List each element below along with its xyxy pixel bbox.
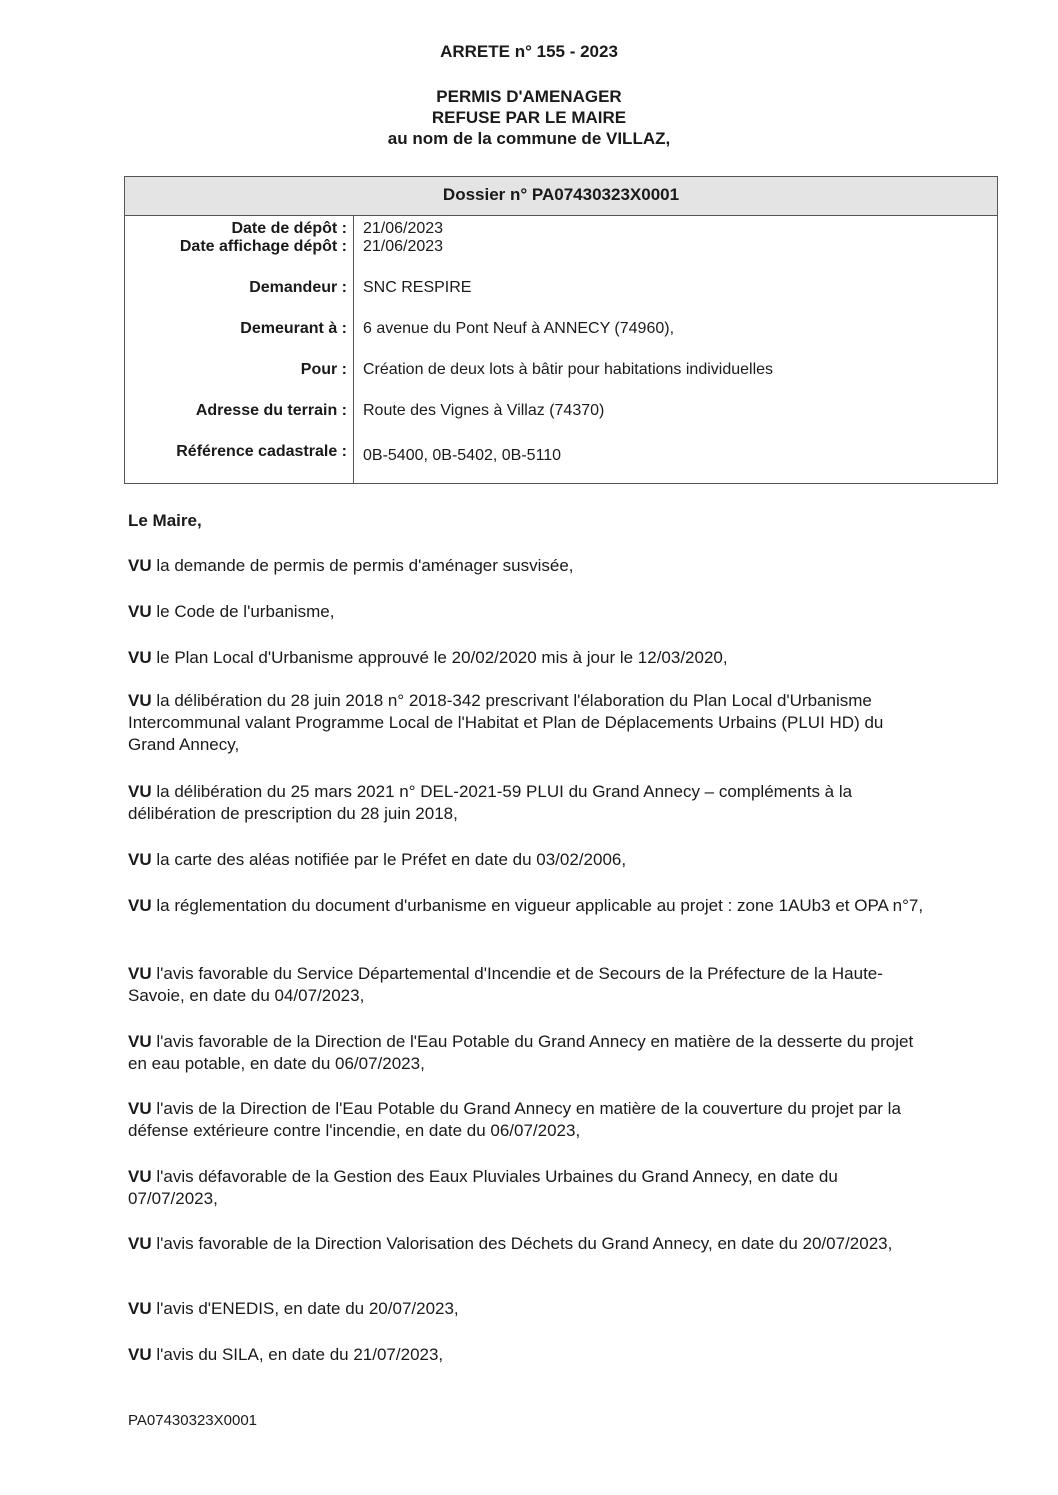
le-maire: Le Maire, [128,511,202,530]
vu-paragraph [128,1098,928,1142]
vu-label: VU [128,850,152,869]
vu-text: la délibération du 25 mars 2021 n° DEL-2021-59 PLUI du Grand Annecy – compléments à la délibération de prescription du 28 juin 2018, [128,782,853,823]
dossier-box [124,176,998,484]
dossier-value: 21/06/2023 [363,220,444,237]
vu-text: le Plan Local d'Urbanisme approuvé le 20/02/2020 mis à jour le 12/03/2020, [156,648,728,667]
vu-label: VU [128,1167,152,1186]
vu-text: la carte des aléas notifiée par le Préfet en date du 03/02/2006, [156,850,627,869]
dossier-title: Dossier n° PA07430323X0001 [125,177,997,216]
footer-reference: PA07430323X0001 [128,1412,258,1429]
dossier-row-cadastre [125,442,997,462]
vu-text: la délibération du 28 juin 2018 n° 2018-342 prescrivant l'élaboration du Plan Local d'Urbanisme Intercommunal valant Programme Local de l'Habitat et Plan de Déplacements Urbains (PLUI HD) du Grand Annecy, [128,691,884,754]
vu-label: VU [128,691,152,710]
vu-paragraph [128,781,928,825]
vu-label: VU [128,1234,152,1253]
dossier-value: 21/06/2023 [363,238,444,255]
dossier-value: Création de deux lots à bâtir pour habitations individuelles [363,361,774,378]
vu-paragraph [128,555,928,577]
dossier-label: Demandeur : [249,279,347,296]
vu-paragraph [128,1166,928,1210]
vu-paragraph [128,1344,928,1366]
dossier-label: Date de dépôt : [231,220,347,237]
vu-label: VU [128,896,152,915]
dossier-row-demeurant [125,319,997,339]
vu-paragraph [128,1031,928,1075]
permit-title: PERMIS D'AMENAGER [436,87,622,106]
vu-text: la demande de permis de permis d'aménager susvisée, [156,556,574,575]
vu-text: l'avis favorable de la Direction de l'Eau Potable du Grand Annecy en matière de la desserte du projet en eau potable, en date du 06/07/2023, [128,1032,914,1073]
permit-commune: au nom de la commune de VILLAZ, [387,129,671,148]
vu-label: VU [128,556,152,575]
vu-paragraph [128,963,928,1007]
vu-text: l'avis du SILA, en date du 21/07/2023, [156,1345,444,1364]
vu-label: VU [128,1345,152,1364]
vu-paragraph [128,601,928,623]
dossier-row-adresse [125,401,997,421]
vu-label: VU [128,964,152,983]
vu-label: VU [128,1099,152,1118]
vu-label: VU [128,782,152,801]
vu-label: VU [128,1299,152,1318]
dossier-value: Route des Vignes à Villaz (74370) [363,402,605,419]
vu-text: la réglementation du document d'urbanisme en vigueur applicable au projet : zone 1AUb3 et OPA n°7, [156,896,924,915]
vu-label: VU [128,648,152,667]
vu-paragraph [128,647,928,669]
dossier-row-pour [125,360,997,380]
dossier-row-date-depot [125,219,997,239]
vu-paragraph [128,690,928,756]
dossier-label: Date affichage dépôt : [179,238,347,255]
vu-text: l'avis défavorable de la Gestion des Eaux Pluviales Urbaines du Grand Annecy, en date du 07/07/2023, [128,1167,838,1208]
vu-paragraph [128,1298,928,1320]
vu-label: VU [128,602,152,621]
dossier-row-date-affichage [125,237,997,257]
vu-text: l'avis d'ENEDIS, en date du 20/07/2023, [156,1299,459,1318]
dossier-value: 0B-5400, 0B-5402, 0B-5110 [363,447,562,464]
vu-text: l'avis favorable de la Direction Valorisation des Déchets du Grand Annecy, en date du 20/07/2023, [156,1234,893,1253]
vu-label: VU [128,1032,152,1051]
permit-status: REFUSE PAR LE MAIRE [431,108,627,127]
vu-paragraph [128,1233,928,1255]
vu-paragraph [128,849,928,871]
vu-text: l'avis de la Direction de l'Eau Potable du Grand Annecy en matière de la couverture du projet par la défense extérieure contre l'incendie, en date du 06/07/2023, [128,1099,901,1140]
dossier-label: Référence cadastrale : [176,443,347,460]
dossier-label: Adresse du terrain : [195,402,347,419]
vu-text: l'avis favorable du Service Départemental d'Incendie et de Secours de la Préfecture de la Haute-Savoie, en date du 04/07/2023, [128,964,883,1005]
dossier-row-demandeur [125,278,997,298]
vu-text: le Code de l'urbanisme, [156,602,335,621]
arrete-number: ARRETE n° 155 - 2023 [440,42,618,61]
dossier-label: Pour : [300,361,347,378]
dossier-value: SNC RESPIRE [363,279,472,296]
dossier-label: Demeurant à : [240,320,347,337]
vu-paragraph [128,895,928,917]
dossier-value: 6 avenue du Pont Neuf à ANNECY (74960), [363,320,675,337]
